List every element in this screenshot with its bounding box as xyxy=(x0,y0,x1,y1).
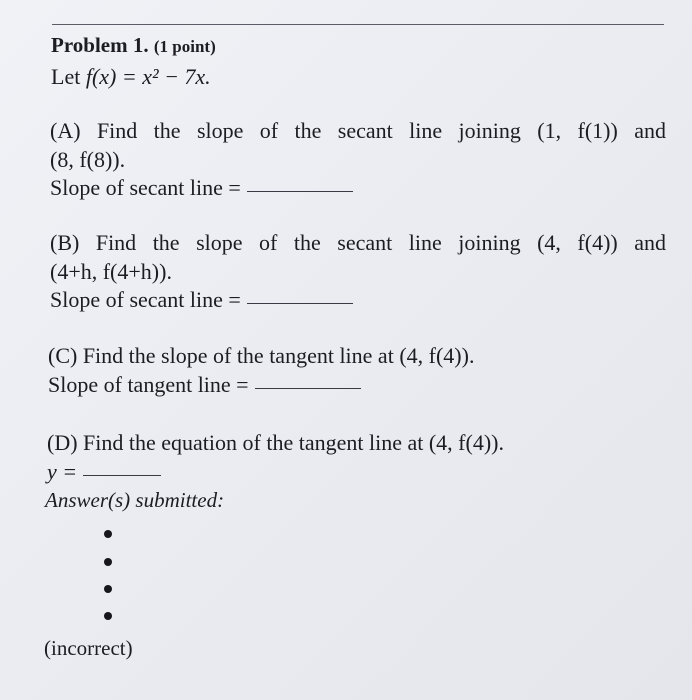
part-c-answer-label: Slope of tangent line = xyxy=(48,372,249,397)
part-a-answer-blank[interactable] xyxy=(247,190,353,192)
problem-number: Problem 1. xyxy=(51,33,149,57)
submission-status: (incorrect) xyxy=(44,636,133,660)
problem-points: (1 point) xyxy=(153,37,216,56)
problem-title xyxy=(51,33,216,58)
part-b-answer-label: Slope of secant line = xyxy=(50,287,241,312)
submitted-answer-bullet xyxy=(104,558,112,566)
part-a-answer-row xyxy=(50,175,353,201)
answers-submitted-label: Answer(s) submitted: xyxy=(45,488,225,512)
part-d-answer-blank[interactable] xyxy=(83,474,161,476)
function-prefix: Let xyxy=(51,64,86,89)
part-c-prompt: (C) Find the slope of the tangent line at (4, f(4)). xyxy=(48,343,475,368)
part-c-answer-row xyxy=(48,372,361,398)
part-d-prompt: (D) Find the equation of the tangent line at (4, f(4)). xyxy=(47,430,504,455)
part-d-answer-label: y = xyxy=(47,459,78,484)
part-b-prompt: (B) Find the slope of the secant line joining (4, f(4)) and xyxy=(50,230,666,255)
part-b-prompt-cont: (4+h, f(4+h)). xyxy=(50,259,172,284)
submitted-answer-bullet xyxy=(104,530,112,538)
submitted-answer-bullet xyxy=(104,612,112,620)
part-b-answer-row xyxy=(50,287,353,313)
top-divider xyxy=(52,24,664,25)
function-definition xyxy=(51,64,211,90)
part-d-answer-row xyxy=(47,459,161,485)
part-a-answer-label: Slope of secant line = xyxy=(50,175,241,200)
part-c-answer-blank[interactable] xyxy=(255,387,361,389)
function-expression: f(x) = x² − 7x. xyxy=(85,64,211,89)
part-a-prompt-cont: (8, f(8)). xyxy=(50,147,126,172)
part-b-answer-blank[interactable] xyxy=(247,302,353,304)
part-a-prompt: (A) Find the slope of the secant line joining (1, f(1)) and xyxy=(50,118,666,143)
submitted-answer-bullet xyxy=(104,585,112,593)
